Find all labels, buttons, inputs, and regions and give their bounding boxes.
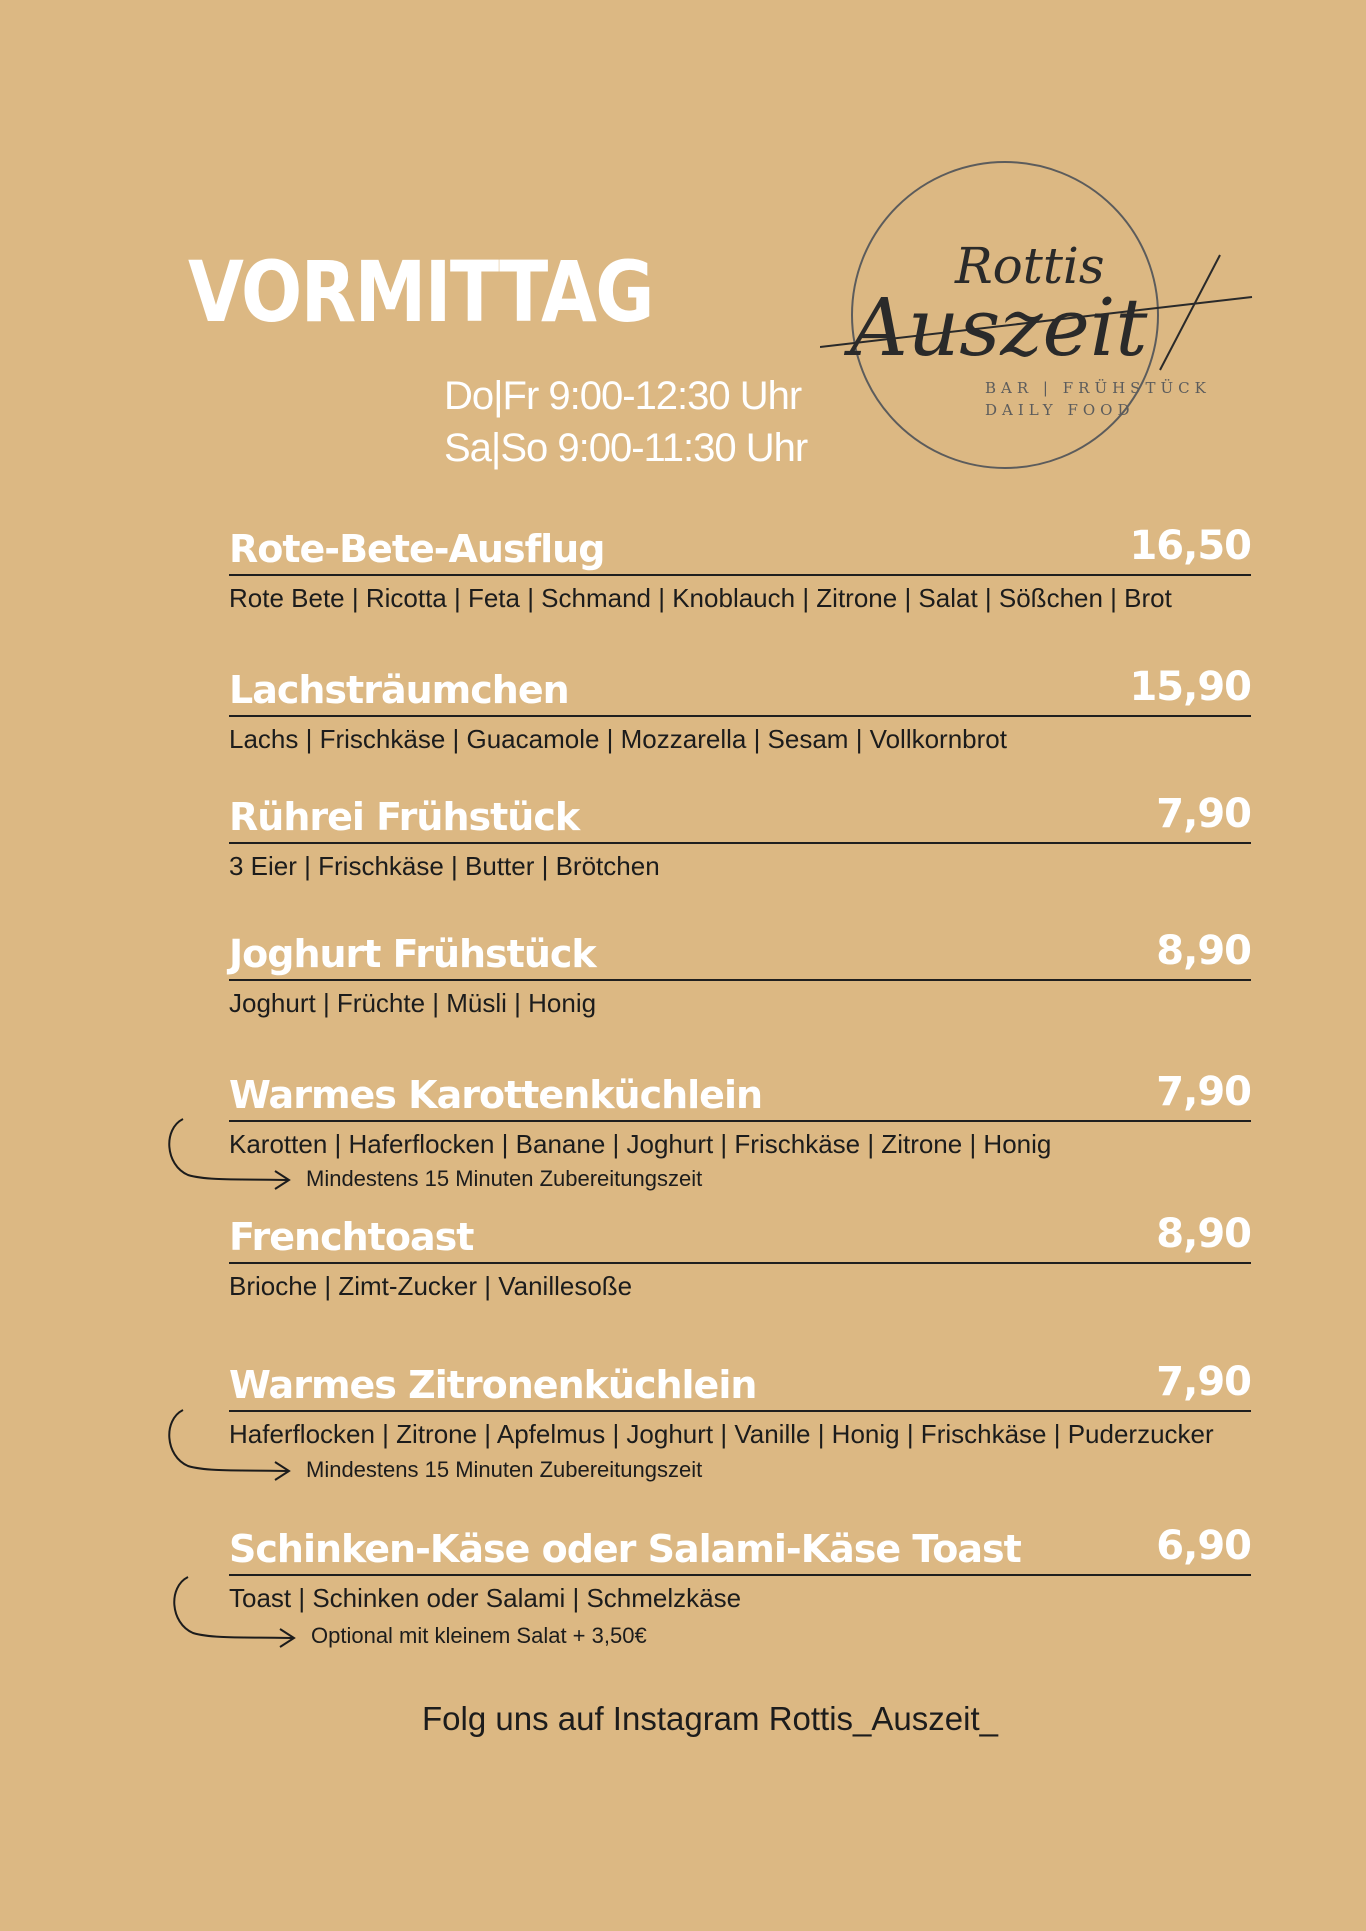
logo-script-main: Auszeit	[850, 281, 1148, 374]
menu-item-name: Rote-Bete-Ausflug	[229, 527, 605, 571]
menu-item-header	[229, 1200, 1251, 1264]
menu-item-header	[229, 780, 1251, 844]
menu-item-price: 7,90	[1156, 791, 1251, 837]
menu-item	[229, 780, 1251, 882]
hand-drawn-arrow-icon	[163, 1408, 293, 1483]
menu-item-note: Mindestens 15 Minuten Zubereitungszeit	[306, 1457, 703, 1482]
menu-item-header	[229, 917, 1251, 981]
menu-item-description: Brioche | Zimt-Zucker | Vanillesoße	[229, 1271, 633, 1301]
menu-item	[229, 1512, 1251, 1614]
menu-item-price: 16,50	[1129, 523, 1251, 569]
menu-item-price: 8,90	[1156, 1211, 1251, 1257]
menu-item-description: Lachs | Frischkäse | Guacamole | Mozzarella | Sesam | Vollkornbrot	[229, 724, 1007, 754]
menu-item-description: Haferflocken | Zitrone | Apfelmus | Joghurt | Vanille | Honig | Frischkäse | Puderzucker	[229, 1419, 1214, 1449]
menu-item-description: Karotten | Haferflocken | Banane | Joghurt | Frischkäse | Zitrone | Honig	[229, 1129, 1052, 1159]
menu-item-name: Joghurt Frühstück	[229, 932, 596, 976]
menu-item-price: 7,90	[1156, 1359, 1251, 1405]
menu-item-name: Frenchtoast	[229, 1215, 474, 1259]
logo-tagline-2: DAILY FOOD	[985, 401, 1135, 419]
menu-item-header	[229, 1058, 1251, 1122]
opening-hours-weekend: Sa|So 9:00-11:30 Uhr	[444, 426, 808, 470]
menu-item-description: Rote Bete | Ricotta | Feta | Schmand | Knoblauch | Zitrone | Salat | Sößchen | Brot	[229, 583, 1172, 613]
menu-item-name: Rührei Frühstück	[229, 795, 580, 839]
menu-item-header	[229, 653, 1251, 717]
menu-item	[229, 1058, 1251, 1160]
menu-item-header	[229, 512, 1251, 576]
menu-item-price: 7,90	[1156, 1069, 1251, 1115]
hand-drawn-arrow-icon	[163, 1117, 293, 1192]
instagram-footer: Folg uns auf Instagram Rottis_Auszeit_	[422, 1700, 998, 1737]
menu-item-description: 3 Eier | Frischkäse | Butter | Brötchen	[229, 851, 660, 881]
page-title: VORMITTAG	[188, 243, 653, 341]
menu-item-description: Joghurt | Früchte | Müsli | Honig	[229, 988, 597, 1018]
menu-item-name: Warmes Karottenküchlein	[229, 1073, 763, 1117]
menu-item-price: 8,90	[1156, 928, 1251, 974]
rottis-auszeit-logo	[820, 155, 1260, 485]
menu-item-price: 6,90	[1156, 1523, 1251, 1569]
menu-item-header	[229, 1512, 1251, 1576]
logo-t-stroke	[1160, 255, 1220, 370]
menu-item-name: Warmes Zitronenküchlein	[229, 1363, 757, 1407]
menu-item	[229, 512, 1251, 614]
opening-hours	[444, 370, 807, 474]
menu-item	[229, 653, 1251, 755]
menu-item	[229, 1200, 1251, 1302]
menu-item-note: Mindestens 15 Minuten Zubereitungszeit	[306, 1166, 703, 1191]
hand-drawn-arrow-icon	[168, 1575, 298, 1650]
menu-item-description: Toast | Schinken oder Salami | Schmelzkäse	[229, 1583, 742, 1613]
menu-item-name: Schinken-Käse oder Salami-Käse Toast	[229, 1527, 1021, 1571]
menu-item-name: Lachsträumchen	[229, 668, 569, 712]
menu-item	[229, 917, 1251, 1019]
menu-item-header	[229, 1348, 1251, 1412]
logo-tagline-1: BAR | FRÜHSTÜCK	[985, 379, 1211, 397]
menu-item	[229, 1348, 1251, 1450]
logo-script-top: Rottis	[955, 237, 1105, 295]
menu-item-price: 15,90	[1129, 664, 1251, 710]
menu-item-note: Optional mit kleinem Salat + 3,50€	[311, 1623, 647, 1648]
opening-hours-weekday: Do|Fr 9:00-12:30 Uhr	[444, 374, 802, 418]
